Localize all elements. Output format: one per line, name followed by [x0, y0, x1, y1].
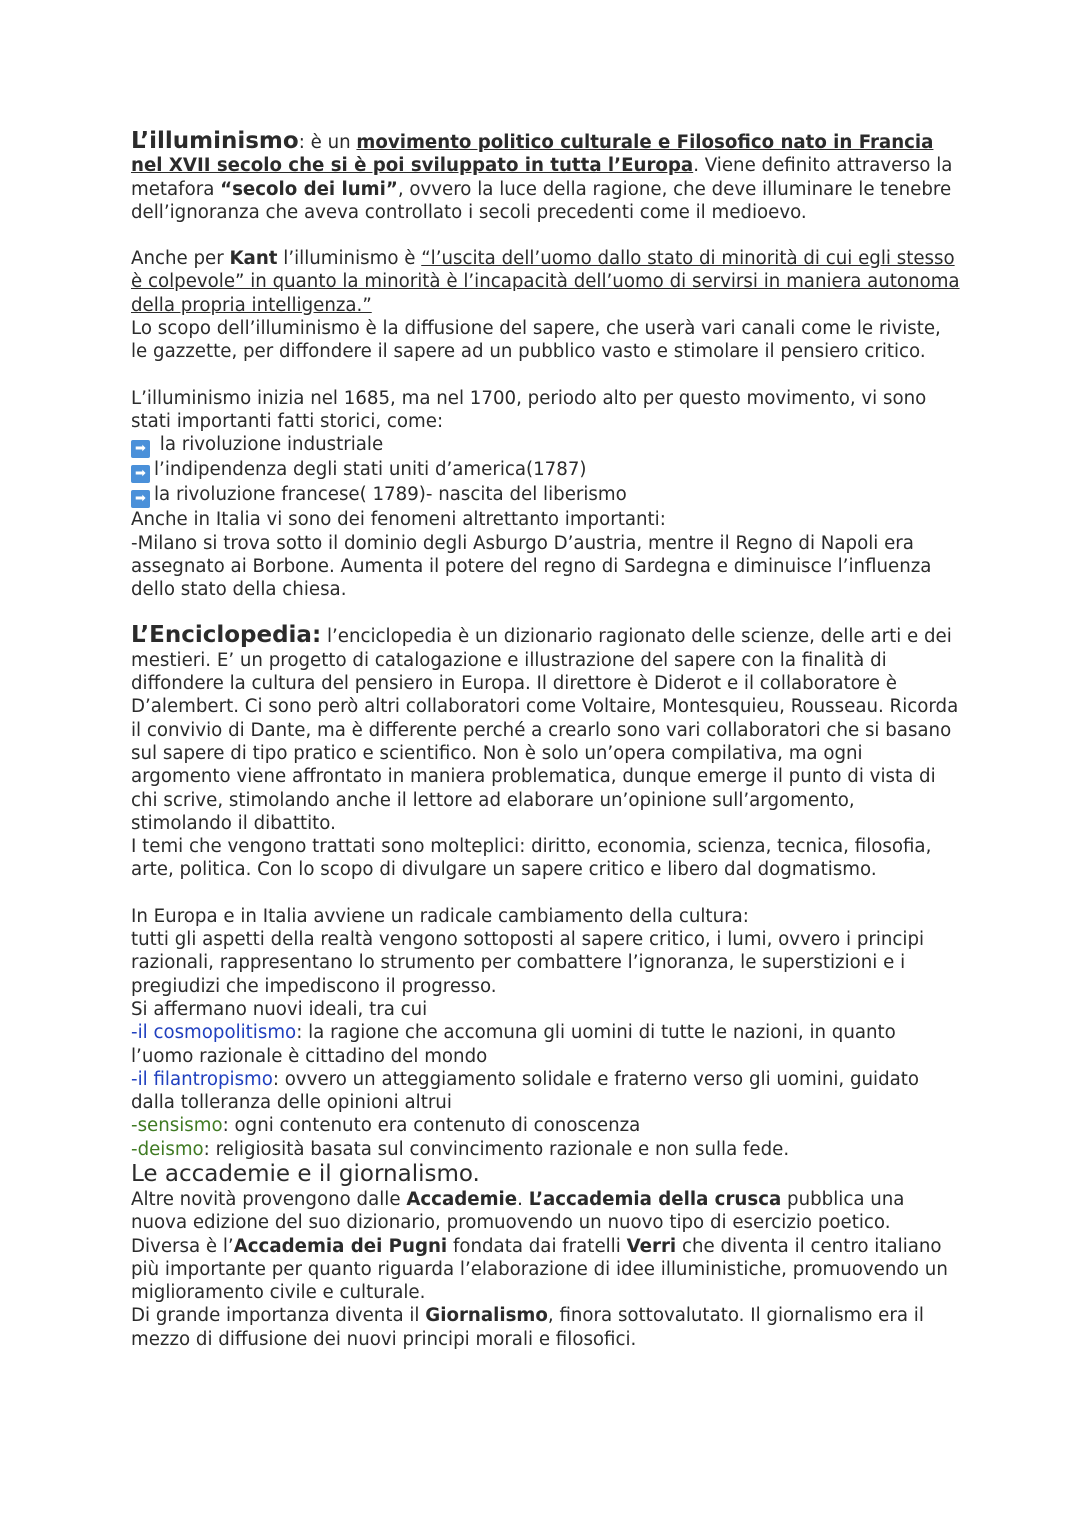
critico-paragraph: tutti gli aspetti della realtà vengono sottoposti al sapere critico, i lumi, ovvero i principi razionali, rappresentano lo strumento per combattere l’ignoranza, le superstizioni e i pregiudizi che impediscono il progresso. [131, 929, 925, 997]
text: Altre novità provengono dalle [131, 1188, 407, 1210]
accademie-paragraph [131, 1188, 961, 1304]
underlined-definition: movimento politico culturale e Filosofico nato in Francia nel XVII secolo che si è poi sviluppato in tutta l’Europa [131, 132, 934, 177]
text: : la ragione che accomuna gli uomini di tutte le nazioni, in quanto l’uomo razionale è cittadino del mondo [131, 1022, 896, 1067]
sensismo-item [131, 1114, 961, 1137]
list-item-text: la rivoluzione francese( 1789)- nascita del liberismo [154, 484, 627, 506]
text: Di grande importanza diventa il [131, 1305, 426, 1327]
text: l’enciclopedia è un dizionario ragionato delle scienze, delle arti e dei mestieri. E’ un progetto di catalogazione e illustrazione del sapere con la finalità di diffondere la cultura del pensiero in Europa. Il direttore è Diderot e il collaboratore è D’alembert. Ci sono però altri collaboratori come Voltaire, Montesquieu, Rousseau. Ricorda il convivio di Dante, ma è differente perché a crearlo sono vari collaboratori che si basano sul sapere di tipo pratico e scientifico. Non è solo un’opera compilativa, ma ogni argomento viene affrontato in maniera problematica, dunque emerge il punto di vista di chi scrive, stimolando anche il lettore ad elaborare un’opinione sull’argomento, stimolando il dibattito. [131, 626, 959, 834]
text: Anche per [131, 248, 230, 270]
milano-paragraph: -Milano si trova sotto il dominio degli Asburgo D’austria, mentre il Regno di Napoli era assegnato ai Borbone. Aumenta il potere del regno di Sardegna e diminuisce l’influenza dello stato della chiesa. [131, 532, 932, 601]
list-item [131, 433, 961, 458]
arrow-right-icon: ➡ [131, 465, 150, 483]
term-filantropismo: -il filantropismo [131, 1068, 273, 1090]
bold-giornalismo: Giornalismo [425, 1305, 548, 1327]
term-cosmopolitismo: -il cosmopolitismo [131, 1022, 297, 1044]
text: l’illuminismo è [277, 248, 422, 270]
scope-paragraph: Lo scopo dell’illuminismo è la diffusione del sapere, che userà vari canali come le riviste, le gazzette, per diffondere il sapere ad un pubblico vasto e stimolare il pensiero critico. [131, 318, 941, 363]
text: : ovvero un atteggiamento solidale e fraterno verso gli uomini, guidato dalla tolleranza delle opinioni altrui [131, 1068, 920, 1114]
deismo-item [131, 1138, 961, 1161]
arrow-right-icon: ➡ [131, 490, 150, 508]
enciclopedia-paragraph [131, 624, 961, 835]
text: . Viene definito attraverso la metafora [131, 155, 953, 200]
text: , finora sottovalutato. Il giornalismo era il mezzo di diffusione dei nuovi principi morali e filosofici. [131, 1305, 924, 1350]
bold-accademie: Accademie [406, 1188, 518, 1210]
filantropismo-item [131, 1068, 961, 1115]
text: : ogni contenuto era contenuto di conoscenza [222, 1115, 641, 1137]
bold-verri: Verri [626, 1235, 677, 1257]
arrow-right-icon: ➡ [131, 440, 150, 458]
list-item-text: l’indipendenza degli stati uniti d’america(1787) [154, 459, 587, 481]
text: fondata dai fratelli [447, 1235, 627, 1257]
temi-paragraph: I temi che vengono trattati sono molteplici: diritto, economia, scienza, tecnica, filosofia, arte, politica. Con lo scopo di divulgare un sapere critico e libero dal dogmatismo. [131, 836, 932, 881]
text: , ovvero la luce della ragione, che deve illuminare le tenebre dell’ignoranza che aveva controllato i secoli precedenti come il medioevo. [131, 178, 952, 223]
title-enciclopedia: L’Enciclopedia: [131, 622, 322, 649]
list-item [131, 458, 961, 483]
ideali-line: Si affermano nuovi ideali, tra cui [131, 998, 428, 1020]
list-item-text: la rivoluzione industriale [154, 434, 384, 456]
cosmopolitismo-item [131, 1021, 961, 1068]
heading-accademie: Le accademie e il giornalismo. [131, 1160, 480, 1187]
bold-kant: Kant [229, 248, 278, 270]
bold-accademia-pugni: Accademia dei Pugni [233, 1235, 448, 1257]
text: : religiosità basata sul convincimento razionale e non sulla fede. [203, 1138, 790, 1160]
underlined-kant-quote: “l’uscita dell’uomo dallo stato di minorità di cui egli stesso è colpevole” in quanto la minorità è l’incapacità dell’uomo di servirsi in maniera autonoma della propria intelligenza.” [131, 248, 960, 316]
history-intro: L’illuminismo inizia nel 1685, ma nel 1700, periodo alto per questo movimento, vi sono stati importanti fatti storici, come: [131, 387, 927, 432]
italy-intro: Anche in Italia vi sono dei fenomeni altrettanto importanti: [131, 509, 666, 531]
giornalismo-paragraph [131, 1304, 961, 1351]
document-page [131, 130, 961, 1351]
text: . [517, 1188, 529, 1210]
term-deismo: -deismo [131, 1138, 204, 1160]
text: pubblica una nuova edizione del suo dizionario, promuovendo un nuovo tipo di esercizio poetico. Diversa è l’ [131, 1188, 905, 1257]
term-sensismo: -sensismo [131, 1115, 223, 1137]
bold-accademia-crusca: L’accademia della crusca [528, 1188, 782, 1210]
title-illuminismo: L’illuminismo [131, 128, 299, 154]
bold-secolo-dei-lumi: “secolo dei lumi” [220, 178, 398, 200]
kant-paragraph [131, 247, 961, 317]
text: : è un [298, 132, 357, 153]
intro-paragraph [131, 130, 961, 224]
europa-line: In Europa e in Italia avviene un radicale cambiamento della cultura: [131, 905, 749, 927]
text: che diventa il centro italiano più importante per quanto riguarda l’elaborazione di idee illuministiche, promuovendo un miglioramento civile e culturale. [131, 1235, 948, 1304]
list-item [131, 483, 961, 508]
